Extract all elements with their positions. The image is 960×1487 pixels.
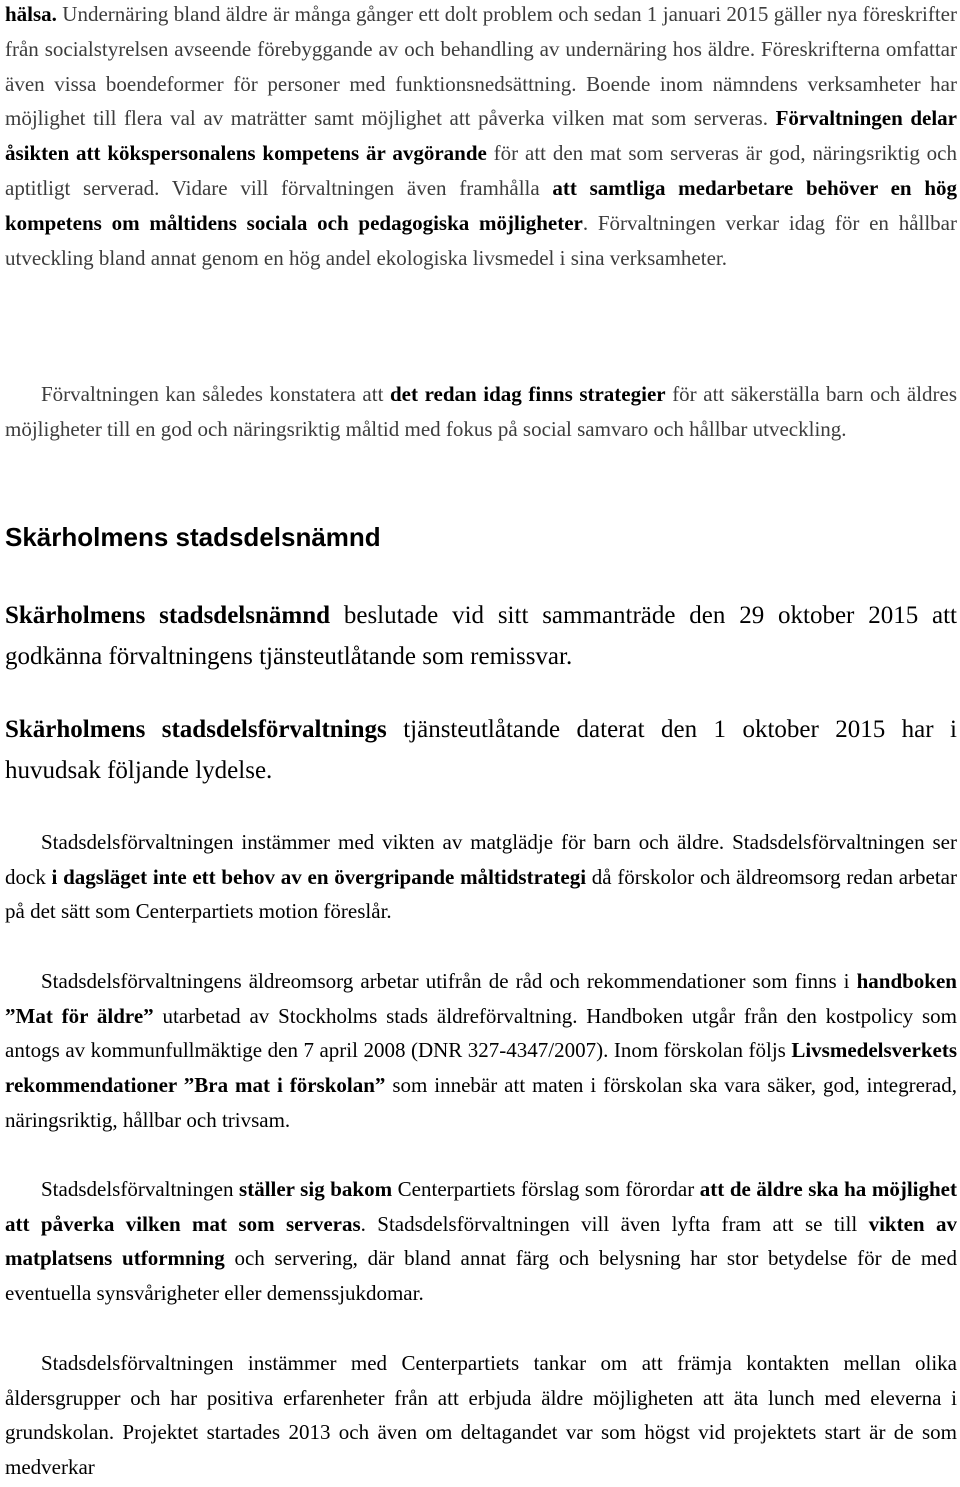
emphasized-text: vikten av matplatsens utformning	[5, 1211, 957, 1271]
emphasized-text: att de äldre ska ha möjlighet att påverka vilken mat som serveras	[5, 1177, 957, 1236]
emphasized-text: i dagsläget inte ett behov av en övergripande måltidstrategi	[51, 864, 587, 889]
text-run: då förskolor och äldreomsorg redan arbetar på det sätt som Centerpartiets motion föreslår.	[5, 864, 957, 924]
text-run: Undernäring bland äldre är många gånger ett dolt problem och sedan 1 januari 2015 gäller nya föreskrifter från socialstyrelsen avseende förebyggande av och behandling av undernäring hos äldre. Föreskrifterna omfattar även vissa boendeformer för personer med funktionsnedsättning. Boende inom nämndens verksamheter har möjlighet till flera val av maträtter samt möjlighet att påverka vilken mat som serveras.	[5, 2, 957, 131]
text-run: Stadsdelsförvaltningens äldreomsorg arbetar utifrån de råd och rekommendationer som finns i	[41, 969, 857, 993]
text-run: . Förvaltningen verkar idag för en hållbar utveckling bland annat genom en hög andel ekologiska livsmedel i sina verksamheter.	[5, 210, 957, 270]
emphasized-text: ställer sig bakom	[239, 1177, 393, 1201]
text-run: . Stadsdelsförvaltningen vill även lyfta fram att se till	[360, 1211, 869, 1236]
emphasized-text: Skärholmens stadsdelsnämnd	[5, 602, 331, 629]
text-run: för att den mat som serveras är god, näringsriktig och aptitligt serverad. Vidare vill förvaltningen även framhålla	[5, 141, 957, 200]
text-run: Stadsdelsförvaltningen instämmer med Centerpartiets tankar om att främja kontakten mellan olika åldersgrupper och har positiva erfarenheter från att erbjuda äldre möjligheten att äta lunch med eleverna i grundskolan. Projektet startades 2013 och även om deltagandet var som högst vid projektets start är de som medverkar	[5, 1351, 957, 1480]
emphasized-text: att samtliga medarbetare behöver en hög kompetens om måltidens sociala och pedagogiska möjligheter	[5, 175, 957, 235]
text-run: Centerpartiets förslag som förordar	[392, 1177, 700, 1201]
text-run: utarbetad av Stockholms stads äldreförvaltning. Handboken utgår från den kostpolicy som antogs av kommunfullmäktige den 7 april 2008 (DNR 327-4347/2007). Inom förskolan följs	[5, 1003, 957, 1063]
emphasized-text: det redan idag finns strategier	[390, 382, 666, 406]
quote-paragraph-aldreomsorg	[5, 964, 957, 1138]
emphasized-text: Livsmedelsverkets rekommendationer ”Bra mat i förskolan”	[5, 1038, 957, 1098]
quote-paragraph-aldersgrupper	[5, 1346, 957, 1485]
emphasized-text: hälsa.	[5, 2, 57, 26]
text-run: och servering, där bland annat färg och belysning har stor betydelse för de med eventuella synsvårigheter eller demenssjukdomar.	[5, 1246, 957, 1306]
section-heading: Skärholmens stadsdelsnämnd	[5, 522, 381, 552]
text-run: för att säkerställa barn och äldres möjligheter till en god och näringsriktig måltid med fokus på social samvaro och hållbar utveckling.	[5, 382, 957, 441]
text-run: beslutade vid sitt sammanträde den 29 oktober 2015 att godkänna förvaltningens tjänsteutlåtande som remissvar.	[5, 602, 957, 670]
text-run: Förvaltningen kan således konstatera att	[41, 382, 390, 406]
emphasized-text: handboken ”Mat för äldre”	[5, 969, 957, 1028]
paragraph-undernaring	[5, 0, 957, 275]
text-run: Stadsdelsförvaltningen	[41, 1177, 240, 1201]
text-run: Stadsdelsförvaltningen instämmer med vikten av matglädje för barn och äldre. Stadsdelsförvaltningen ser dock	[5, 830, 957, 889]
text-run: tjänsteutlåtande daterat den 1 oktober 2015 har i huvudsak följande lydelse.	[5, 716, 957, 784]
emphasized-text: Skärholmens stadsdelsförvaltnings	[5, 716, 387, 743]
quote-paragraph-paverka	[5, 1172, 957, 1311]
paragraph-strategier	[5, 377, 957, 447]
text-run: som innebär att maten i förskolan ska vara säker, god, integrerad, näringsriktig, hållbar och trivsam.	[5, 1073, 957, 1132]
paragraph-tjansteutlatande	[5, 709, 957, 791]
emphasized-text: Förvaltningen delar åsikten att kökspersonalens kompetens är avgörande	[5, 106, 958, 166]
quote-paragraph-matgladje	[5, 825, 957, 929]
paragraph-beslut	[5, 595, 957, 677]
